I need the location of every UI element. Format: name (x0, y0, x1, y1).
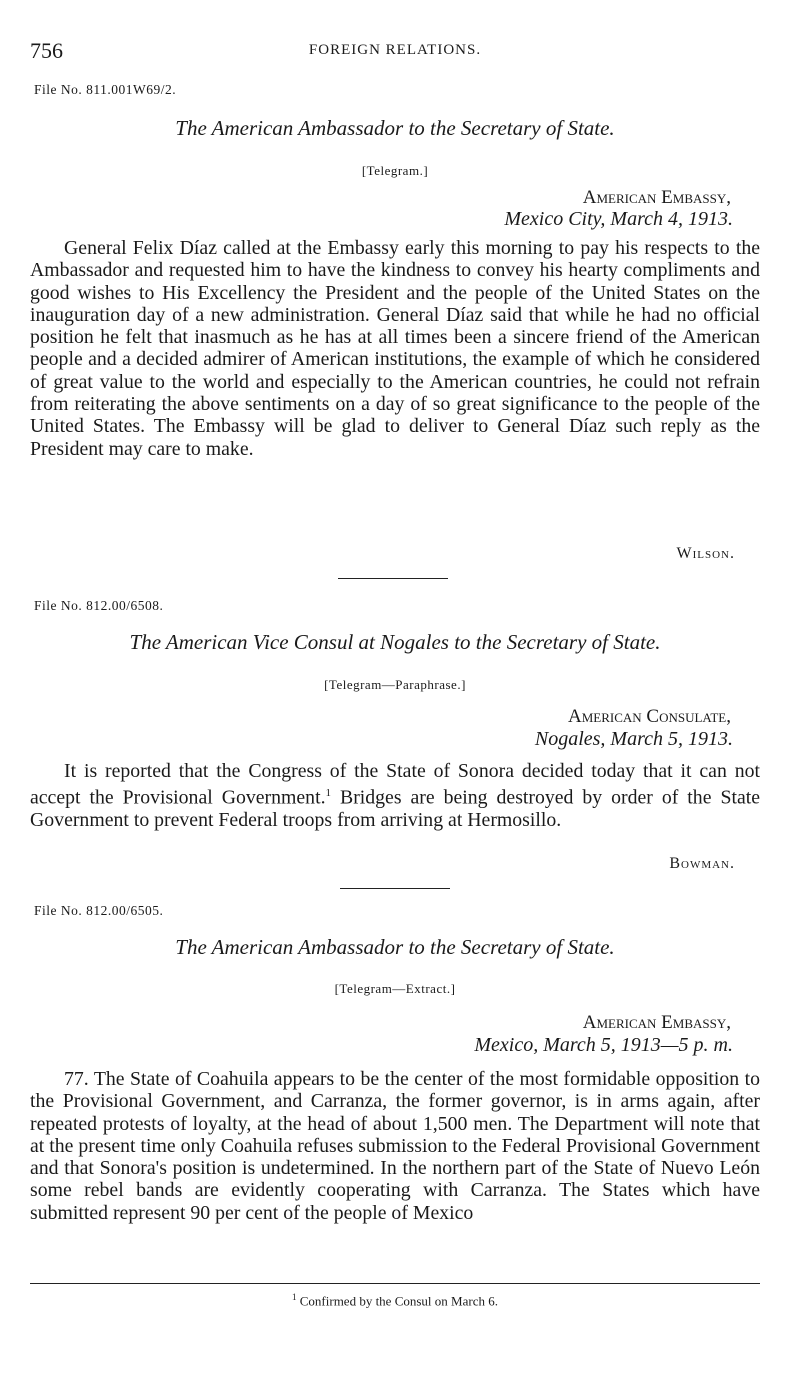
sender-place: American Embassy, (582, 1012, 731, 1033)
section-divider (338, 578, 448, 579)
footnote-mark: 1 (292, 1292, 297, 1302)
telegram-tag: [Telegram—Extract.] (334, 981, 456, 996)
footnote-rule (30, 1283, 760, 1284)
file-number: File No. 812.00/6505. (34, 903, 164, 918)
page-number: 756 (30, 38, 63, 63)
footnote-text: Confirmed by the Consul on March 6. (296, 1293, 498, 1309)
dateline: Mexico, March 5, 1913—5 p. m. (474, 1034, 733, 1056)
page-header (30, 38, 760, 68)
sender-place: American Consulate, (567, 706, 731, 727)
telegram-body (30, 760, 760, 831)
telegram-body: 77. The State of Coahuila appears to be the center of the most formidable opposition to the Provisional Government, and Carranza, the former governor, is in arms again, after repeated protests of loyalty, at the head of about 1,500 men. The Department will note that at the present time only Coahuila refuses submission to the Federal Provisional Government and that Sonora's position is undetermined. In the northern part of the State of Nuevo León some rebel bands are evidently cooperating with Carranza. The States which have submitted represent 90 per cent of the people of Mexico (30, 1068, 760, 1224)
body-text: Bridges are being destroyed by order of the State Government to prevent Federal troops from arriving at Hermosillo. (30, 786, 760, 832)
section-divider (340, 888, 450, 889)
document-title: The American Ambassador to the Secretary of State. (175, 935, 615, 959)
telegram-body: General Felix Díaz called at the Embassy early this morning to pay his respects to the Ambassador and requested him to have the kindness to convey his hearty compliments and good wishes to His Excellency the President and the people of the United States on the inauguration day of a new administration. General Díaz said that while he had no official position he felt that inasmuch as he has at all times been a sincere friend of the American people and a decided admirer of American institutions, the example of which he considered of great value to the world and especially to the American countries, he could not refrain from reiterating the above sentiments on a day of so great significance to the people of the United States. The Embassy will be glad to deliver to General Díaz such reply as the President may care to make. (30, 237, 760, 460)
file-number: File No. 812.00/6508. (34, 598, 164, 613)
file-number: File No. 811.001W69/2. (34, 82, 177, 97)
telegram-tag: [Telegram.] (361, 163, 429, 178)
footnote (30, 1292, 760, 1309)
running-head: FOREIGN RELATIONS. (308, 42, 482, 58)
document-title: The American Vice Consul at Nogales to the Secretary of State. (129, 630, 661, 654)
dateline: Mexico City, March 4, 1913. (504, 208, 733, 230)
telegram-tag: [Telegram—Paraphrase.] (324, 677, 466, 692)
body-text: It is reported that the Congress of the State of Sonora decided today that it can not accept the Provisional Government. (30, 760, 760, 809)
signature: Wilson. (676, 545, 735, 562)
dateline: Nogales, March 5, 1913. (534, 728, 733, 750)
signature: Bowman. (669, 855, 735, 872)
footnote-reference: 1 (325, 787, 332, 800)
sender-place: American Embassy, (582, 187, 731, 208)
document-title: The American Ambassador to the Secretary of State. (175, 116, 615, 140)
